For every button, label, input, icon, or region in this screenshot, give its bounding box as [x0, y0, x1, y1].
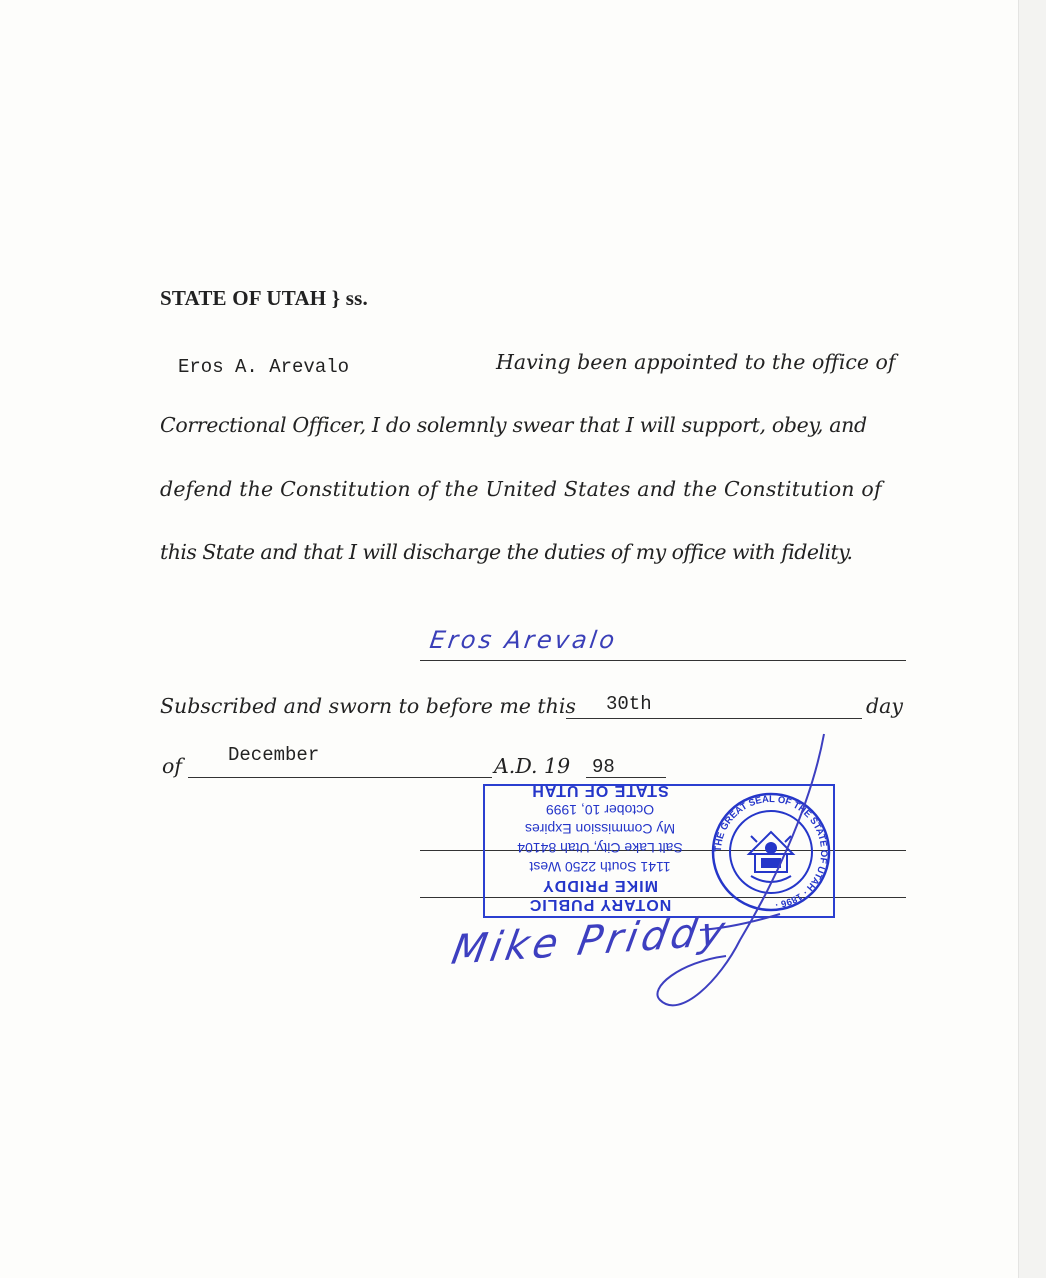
- notary-stamp-address: 1141 South 2250 West: [529, 859, 671, 875]
- oath-line-4: this State and that I will discharge the duties of my office with fidelity.: [160, 540, 853, 564]
- affiant-signature: Eros Arevalo: [428, 626, 620, 654]
- jurat-month-value: December: [228, 744, 320, 766]
- notary-stamp-name: MIKE PRIDDY: [542, 877, 658, 894]
- oath-line-1: Having been appointed to the office of: [496, 350, 896, 374]
- venue-heading: STATE OF UTAH } ss.: [160, 286, 368, 310]
- notary-signature-flourish: [640, 730, 840, 1020]
- notary-stamp-state: STATE OF UTAH: [531, 782, 669, 799]
- jurat-year-value: 98: [592, 756, 615, 778]
- affiant-name: Eros A. Arevalo: [178, 356, 350, 378]
- jurat-day-value: 30th: [606, 693, 652, 715]
- affiant-signature-line: [420, 660, 906, 661]
- oath-line-2: Correctional Officer, I do solemnly swear that I will support, obey, and: [160, 413, 867, 437]
- jurat-of-word: of: [162, 754, 182, 778]
- notary-stamp-commission: My Commission Expires: [524, 821, 676, 837]
- seal-ring-text: THE GREAT SEAL OF THE STATE OF UTAH · 1896 ·: [712, 793, 830, 910]
- notary-stamp-city: Salt Lake City, Utah 84104: [517, 840, 683, 856]
- oath-line-3: defend the Constitution of the United States and the Constitution of: [160, 477, 882, 501]
- jurat-day-word: day: [866, 694, 903, 718]
- jurat-month-line: [188, 777, 492, 778]
- page-edge: [1018, 0, 1046, 1278]
- jurat-ad-text: A.D. 19: [494, 754, 571, 778]
- notary-signature: Mike Priddy: [448, 908, 733, 974]
- jurat-subscribed-text: Subscribed and sworn to before me this: [160, 694, 576, 718]
- jurat-day-line: [566, 718, 862, 719]
- notary-stamp-title: NOTARY PUBLIC: [528, 896, 672, 913]
- notary-stamp-expiry: October 10, 1999: [545, 802, 655, 818]
